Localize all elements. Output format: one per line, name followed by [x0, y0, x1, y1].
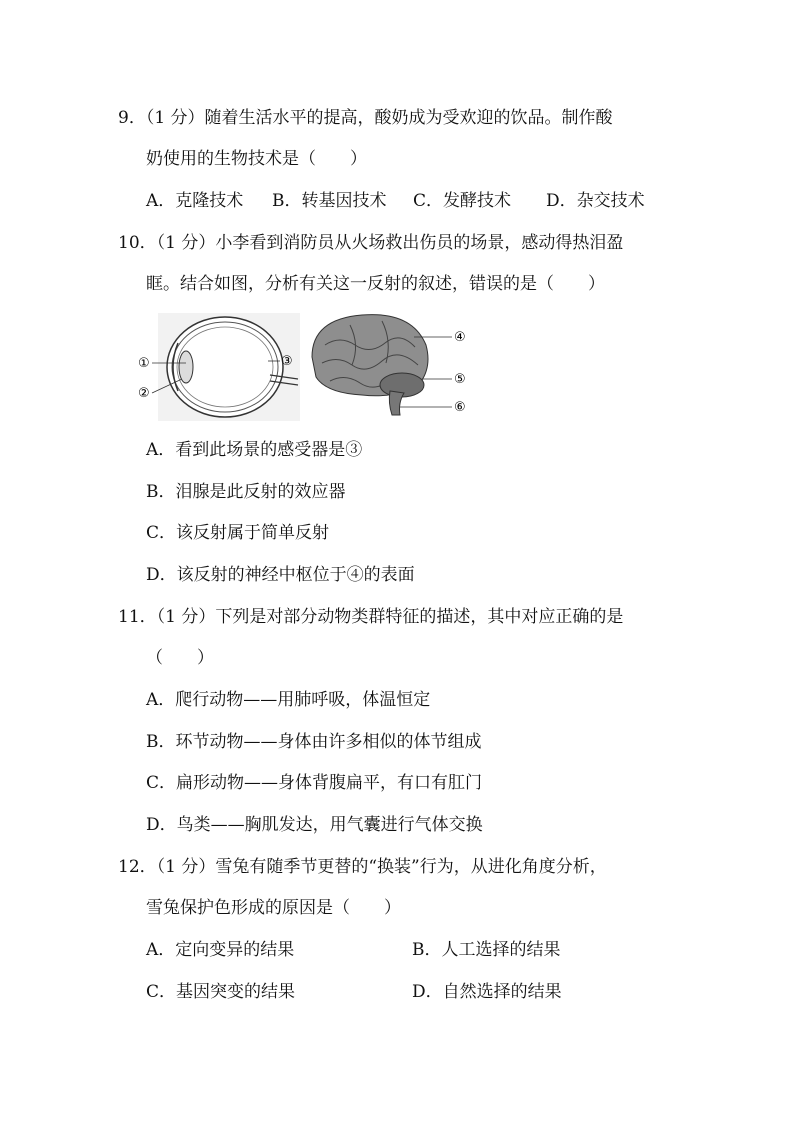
q9-option-d: D．杂交技术	[546, 191, 645, 211]
eye-diagram	[158, 313, 300, 421]
q10-option-b: B．泪腺是此反射的效应器	[146, 482, 346, 502]
q11-stem-line2: （ ）	[146, 648, 214, 668]
label-2: ②	[138, 386, 150, 401]
q12-option-d: D．自然选择的结果	[412, 982, 562, 1002]
q10-option-d: D．该反射的神经中枢位于④的表面	[146, 565, 415, 585]
q10-stem-line1: 10．（1 分）小李看到消防员从火场救出伤员的场景，感动得热泪盈	[118, 233, 624, 253]
label-5: ⑤	[454, 372, 466, 387]
q11-option-c: C．扁形动物——身体背腹扁平，有口有肛门	[146, 773, 483, 793]
q11-stem-line1: 11．（1 分）下列是对部分动物类群特征的描述，其中对应正确的是	[118, 607, 624, 627]
q11-option-b: B．环节动物——身体由许多相似的体节组成	[146, 732, 482, 752]
q9-option-c: C．发酵技术	[413, 191, 512, 211]
q10-option-a: A．看到此场景的感受器是③	[146, 440, 363, 460]
q11-option-d: D．鸟类——胸肌发达，用气囊进行气体交换	[146, 815, 483, 835]
q11-option-a: A．爬行动物——用肺呼吸，体温恒定	[146, 690, 431, 710]
brain-diagram	[312, 315, 428, 415]
label-1: ①	[138, 356, 150, 371]
q12-stem-line2: 雪兔保护色形成的原因是（ ）	[146, 898, 401, 918]
label-4: ④	[454, 330, 466, 345]
q9-stem-line1: 9．（1 分）随着生活水平的提高，酸奶成为受欢迎的饮品。制作酸	[118, 108, 613, 128]
q9-option-b: B．转基因技术	[272, 191, 387, 211]
label-3: ③	[281, 354, 293, 369]
q9-option-a: A．克隆技术	[146, 191, 244, 211]
q10-stem-line2: 眶。结合如图，分析有关这一反射的叙述，错误的是（ ）	[146, 274, 605, 294]
q12-option-a: A．定向变异的结果	[146, 940, 295, 960]
q9-stem-line2: 奶使用的生物技术是（ ）	[146, 149, 367, 169]
q12-option-c: C．基因突变的结果	[146, 982, 296, 1002]
q12-option-b: B．人工选择的结果	[412, 940, 561, 960]
label-6: ⑥	[454, 400, 466, 415]
q12-stem-line1: 12．（1 分）雪兔有随季节更替的“换装”行为，从进化角度分析，	[118, 857, 607, 877]
q10-figure	[130, 305, 480, 425]
q10-option-c: C．该反射属于简单反射	[146, 523, 330, 543]
